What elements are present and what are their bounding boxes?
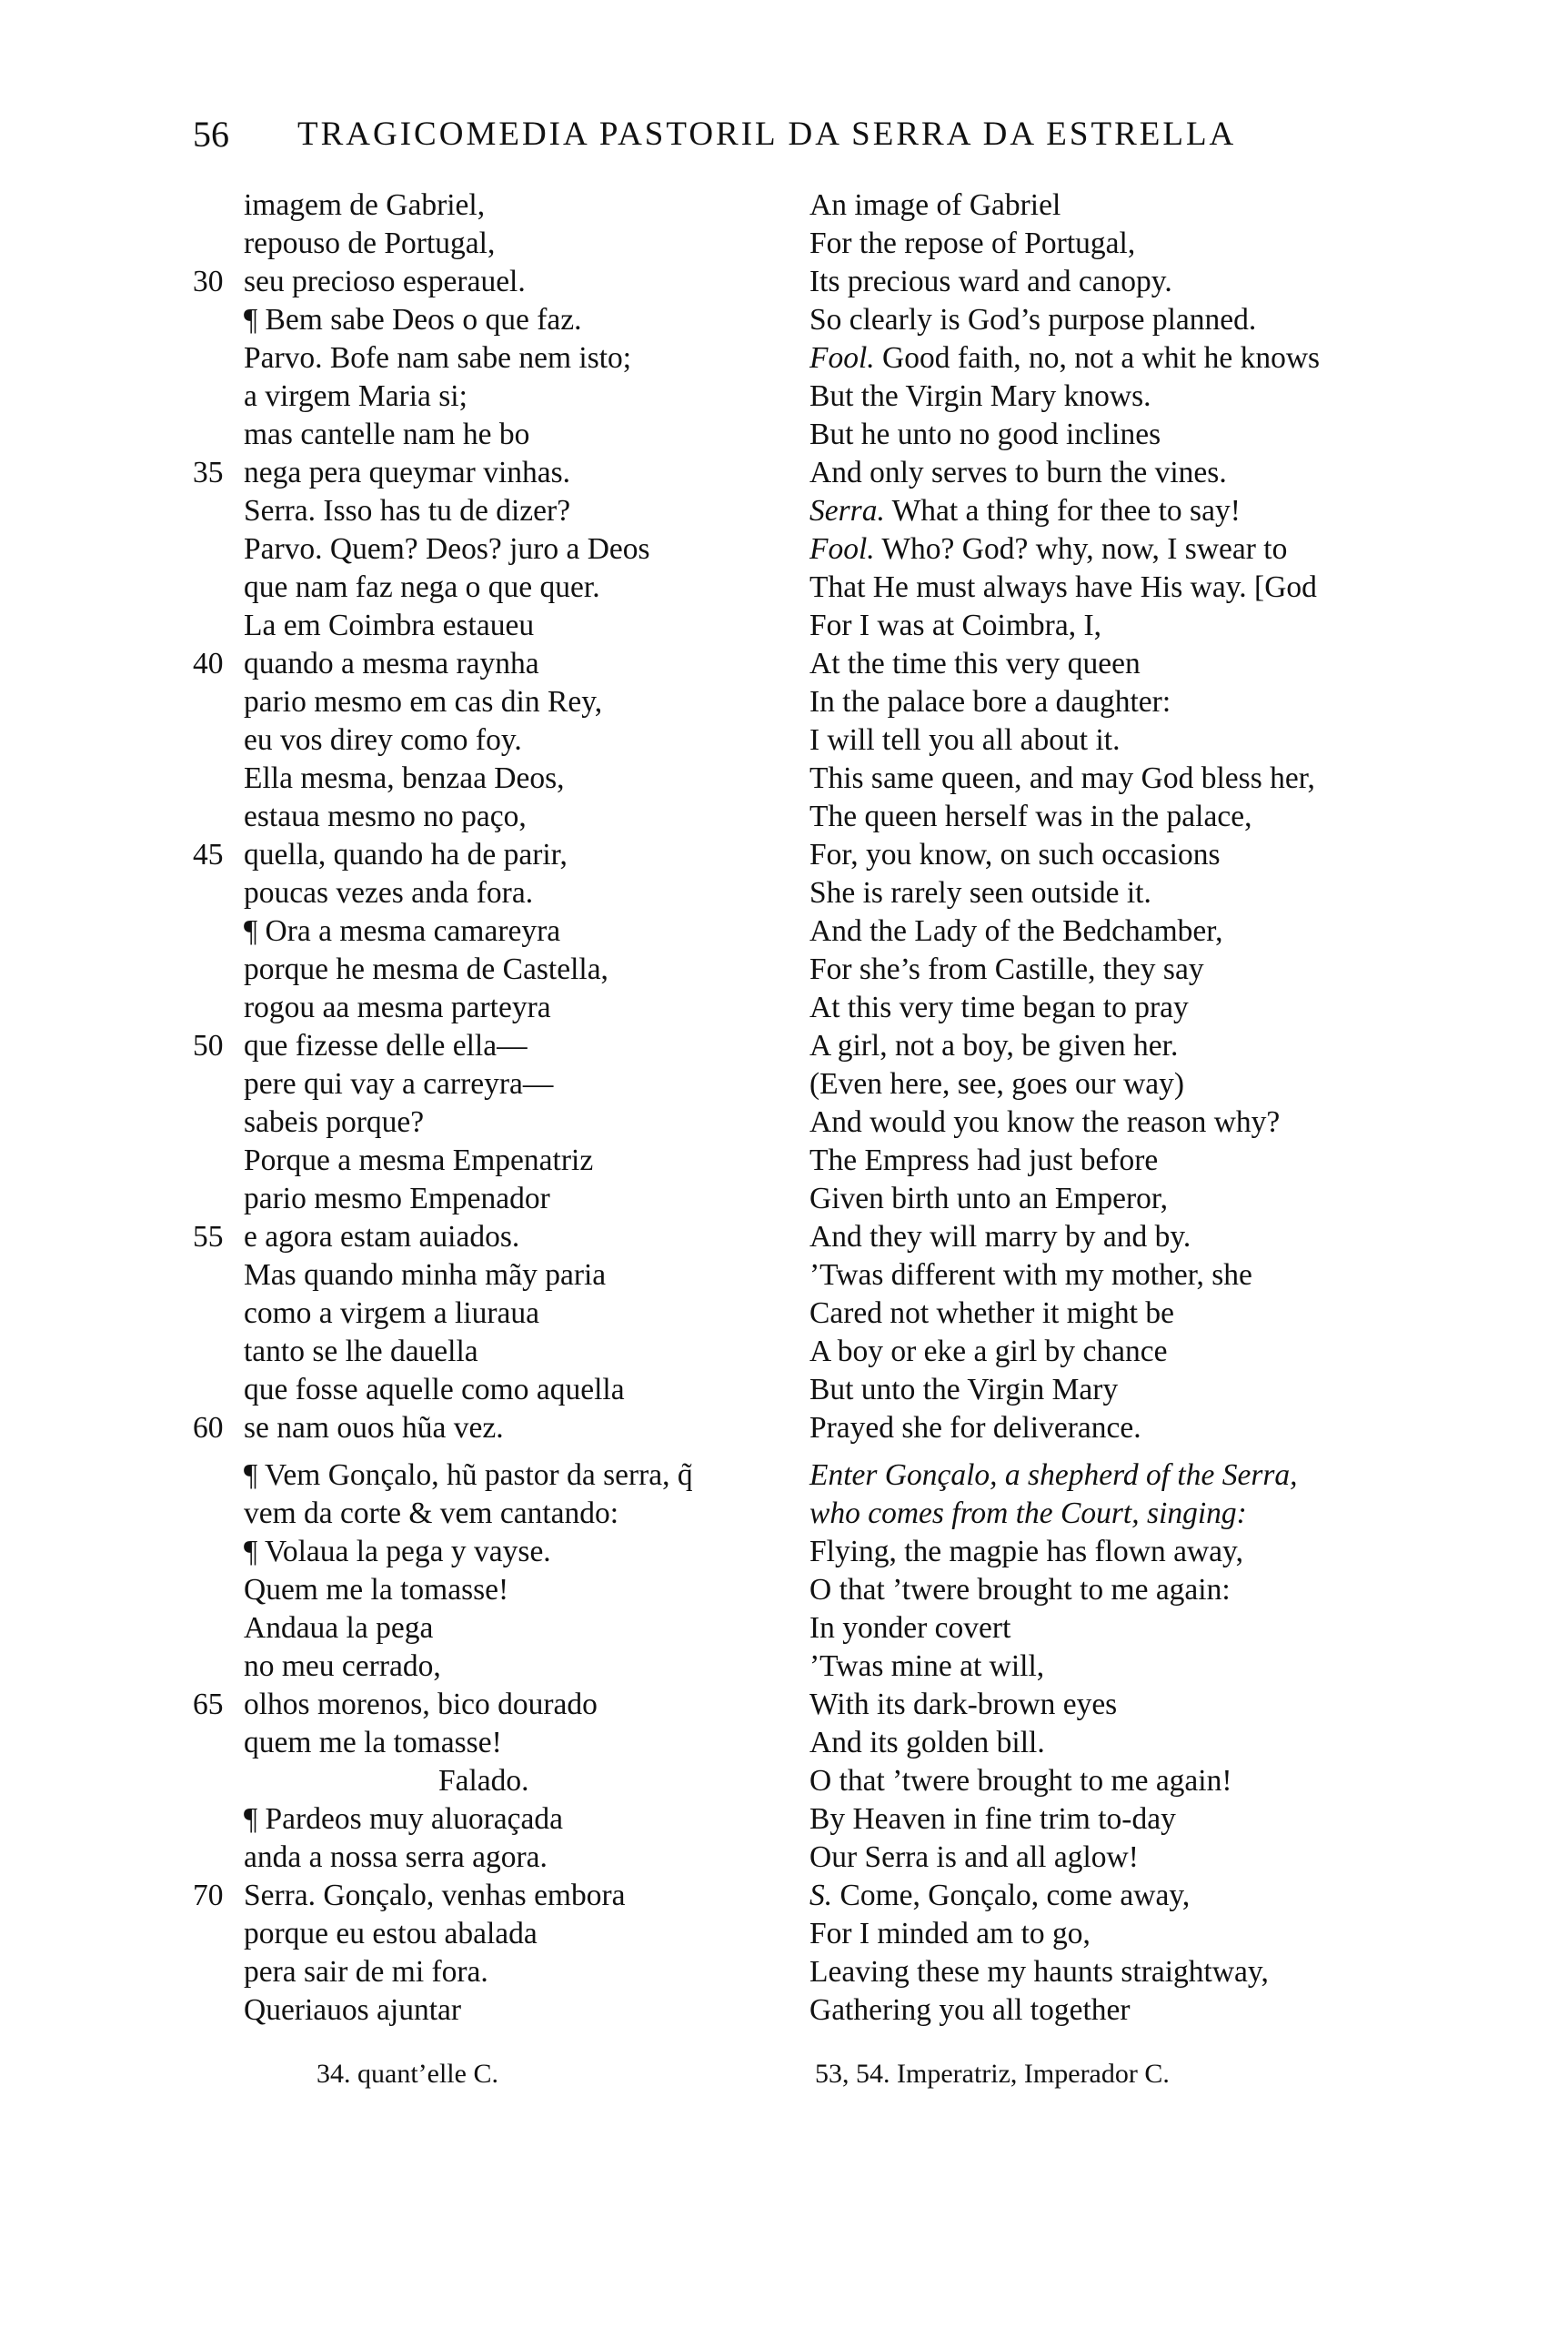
translation-line [809, 798, 1501, 836]
verse-line [193, 492, 775, 530]
verse-line [193, 1218, 775, 1256]
verse-text: a virgem Maria si; [244, 379, 467, 413]
line-number: 35 [193, 456, 224, 489]
translation-text: In the palace bore a daughter: [809, 685, 1171, 719]
line-number: 45 [193, 838, 224, 872]
translation-line [809, 1839, 1501, 1877]
translation-line [809, 1409, 1501, 1447]
verse-text: repouso de Portugal, [244, 227, 496, 260]
verse-line [193, 1953, 775, 1991]
translation-line [809, 1915, 1501, 1953]
verse-text: ¶ Ora a mesma camareyra [244, 914, 561, 948]
translation-text: Our Serra is and all aglow! [809, 1840, 1139, 1874]
verse-text: como a virgem a liuraua [244, 1296, 539, 1330]
verse-line [193, 874, 775, 912]
translation-line [809, 1104, 1501, 1142]
translation-text: I will tell you all about it. [809, 723, 1121, 757]
translation-line [809, 1762, 1501, 1800]
translation-text: A boy or eke a girl by chance [809, 1335, 1168, 1368]
translation-line [809, 378, 1501, 416]
translation-text: But unto the Virgin Mary [809, 1373, 1119, 1406]
translation-line [809, 1218, 1501, 1256]
verse-line [193, 798, 775, 836]
verse-text: ¶ Pardeos muy aluoraçada [244, 1802, 563, 1836]
verse-text: pera sair de mi fora. [244, 1955, 488, 1989]
verse-line [193, 1571, 775, 1609]
verse-line [193, 1027, 775, 1065]
translation-text: This same queen, and may God bless her, [809, 761, 1315, 795]
verse-text: Ella mesma, benzaa Deos, [244, 761, 565, 795]
translation-line [809, 1533, 1501, 1571]
translation-line [809, 301, 1501, 339]
translation-text: Its precious ward and canopy. [809, 265, 1172, 298]
translation-text: With its dark-brown eyes [809, 1688, 1118, 1721]
translation-text: Serra. What a thing for thee to say! [809, 494, 1241, 528]
translation-text: Fool. Who? God? why, now, I swear to [809, 532, 1288, 566]
translation-line [809, 454, 1501, 492]
translation-line [809, 1180, 1501, 1218]
translation-text: The queen herself was in the palace, [809, 800, 1252, 833]
verse-line [193, 1333, 775, 1371]
translation-line [809, 1953, 1501, 1991]
verse-text: porque eu estou abalada [244, 1917, 538, 1950]
verse-text: ¶ Bem sabe Deos o que faz. [244, 303, 582, 337]
verse-text: que fosse aquelle como aquella [244, 1373, 625, 1406]
line-number: 30 [193, 265, 224, 298]
translation-line [809, 492, 1501, 530]
translation-text: And its golden bill. [809, 1726, 1045, 1759]
translation-text: For I was at Coimbra, I, [809, 609, 1101, 642]
translation-text: O that ’twere brought to me again! [809, 1764, 1232, 1798]
translation-text: Given birth unto an Emperor, [809, 1182, 1169, 1215]
verse-line [193, 1877, 775, 1915]
verse-text: olhos morenos, bico dourado [244, 1688, 598, 1721]
translation-text: Prayed she for deliverance. [809, 1411, 1141, 1445]
verse-text: pario mesmo em cas din Rey, [244, 685, 603, 719]
translation-line [809, 1371, 1501, 1409]
verse-line [193, 1371, 775, 1409]
translation-text: At the time this very queen [809, 647, 1141, 680]
translation-text: Fool. Good faith, no, not a whit he knows [809, 341, 1321, 375]
verse-line [193, 1533, 775, 1571]
verse-line [193, 607, 775, 645]
translation-text: And the Lady of the Bedchamber, [809, 914, 1223, 948]
translation-line [809, 1800, 1501, 1839]
verse-line [193, 1456, 775, 1495]
translation-text: Leaving these my haunts straightway, [809, 1955, 1269, 1989]
translation-text: And they will marry by and by. [809, 1220, 1191, 1254]
line-number: 60 [193, 1411, 224, 1445]
translation-text: Gathering you all together [809, 1993, 1131, 2027]
translation-line [809, 1027, 1501, 1065]
verse-text: Andaua la pega [244, 1611, 434, 1645]
verse-line [193, 1104, 775, 1142]
translation-text: ’Twas different with my mother, she [809, 1258, 1252, 1292]
verse-text: no meu cerrado, [244, 1649, 441, 1683]
verse-text: sabeis porque? [244, 1105, 425, 1139]
verse-text: Serra. Gonçalo, venhas embora [244, 1879, 626, 1912]
verse-text: Quem me la tomasse! [244, 1573, 509, 1607]
verse-line [193, 645, 775, 683]
verse-line [193, 1686, 775, 1724]
translation-text: S. Come, Gonçalo, come away, [809, 1879, 1191, 1912]
verse-line [193, 760, 775, 798]
verse-text: quem me la tomasse! [244, 1726, 502, 1759]
translation-line [809, 760, 1501, 798]
translation-text: For I minded am to go, [809, 1917, 1091, 1950]
translation-line [809, 1256, 1501, 1295]
translation-text: But he unto no good inclines [809, 418, 1161, 451]
translation-line [809, 1877, 1501, 1915]
verse-line [193, 225, 775, 263]
translation-text: By Heaven in fine trim to-day [809, 1802, 1176, 1836]
translation-text: That He must always have His way. [God [809, 570, 1317, 604]
verse-line [193, 301, 775, 339]
translation-line [809, 607, 1501, 645]
translation-line [809, 989, 1501, 1027]
verse-text: que nam faz nega o que quer. [244, 570, 600, 604]
verse-line [193, 1295, 775, 1333]
footnote-right: 53, 54. Imperatriz, Imperador C. [815, 2059, 1170, 2089]
verse-line [193, 1648, 775, 1686]
verse-line [193, 1724, 775, 1762]
verse-line [193, 721, 775, 760]
verse-line [193, 186, 775, 225]
verse-text: pario mesmo Empenador [244, 1182, 550, 1215]
translation-text: Cared not whether it might be [809, 1296, 1174, 1330]
verse-text: estaua mesmo no paço, [244, 800, 527, 833]
verse-text: Parvo. Bofe nam sabe nem isto; [244, 341, 632, 375]
verse-line [193, 339, 775, 378]
translation-line [809, 1495, 1501, 1533]
translation-text: At this very time began to pray [809, 991, 1189, 1024]
verse-line [193, 454, 775, 492]
portuguese-column [193, 186, 775, 2030]
translation-text: And would you know the reason why? [809, 1105, 1281, 1139]
translation-text: For, you know, on such occasions [809, 838, 1221, 872]
translation-text: But the Virgin Mary knows. [809, 379, 1151, 413]
translation-line [809, 1065, 1501, 1104]
translation-text: In yonder covert [809, 1611, 1011, 1645]
verse-text: Falado. [438, 1764, 529, 1798]
verse-text: imagem de Gabriel, [244, 188, 486, 222]
verse-line [193, 1839, 775, 1877]
verse-line [193, 530, 775, 569]
translation-line [809, 1333, 1501, 1371]
english-column [809, 186, 1501, 2030]
verse-text: Porque a mesma Empenatriz [244, 1144, 594, 1177]
verse-text: rogou aa mesma parteyra [244, 991, 551, 1024]
translation-line [809, 683, 1501, 721]
line-number: 70 [193, 1879, 224, 1912]
translation-line [809, 912, 1501, 951]
verse-text: quando a mesma raynha [244, 647, 539, 680]
translation-text: For the repose of Portugal, [809, 227, 1136, 260]
verse-text: tanto se lhe dauella [244, 1335, 478, 1368]
translation-line [809, 721, 1501, 760]
translation-line [809, 1724, 1501, 1762]
verse-line [193, 1409, 775, 1447]
translation-text: Enter Gonçalo, a shepherd of the Serra, [809, 1458, 1298, 1492]
verse-line [193, 683, 775, 721]
translation-line [809, 1991, 1501, 2030]
translation-text: She is rarely seen outside it. [809, 876, 1151, 910]
verse-line [193, 378, 775, 416]
translation-text: The Empress had just before [809, 1144, 1159, 1177]
verse-text: ¶ Vem Gonçalo, hũ pastor da serra, q̃ [244, 1458, 693, 1492]
translation-line [809, 225, 1501, 263]
verse-text: se nam ouos hũa vez. [244, 1411, 504, 1445]
translation-text: who comes from the Court, singing: [809, 1497, 1247, 1530]
footnote-left: 34. quant’elle C. [317, 2059, 498, 2089]
translation-line [809, 186, 1501, 225]
verse-text: e agora estam auiados. [244, 1220, 520, 1254]
page-number: 56 [193, 114, 229, 155]
verse-text: Queriauos ajuntar [244, 1993, 462, 2027]
verse-line [193, 416, 775, 454]
verse-line [193, 1065, 775, 1104]
translation-line [809, 416, 1501, 454]
running-title: TRAGICOMEDIA PASTORIL DA SERRA DA ESTRELLA [297, 116, 1237, 153]
translation-line [809, 1142, 1501, 1180]
verse-text: poucas vezes anda fora. [244, 876, 534, 910]
verse-text: seu precioso esperauel. [244, 265, 526, 298]
verse-line [193, 1180, 775, 1218]
verse-text: que fizesse delle ella— [244, 1029, 528, 1063]
line-number: 65 [193, 1688, 224, 1721]
translation-text: (Even here, see, goes our way) [809, 1067, 1185, 1101]
running-header [193, 107, 1375, 162]
verse-line [193, 1256, 775, 1295]
translation-line [809, 874, 1501, 912]
verse-text: eu vos direy como foy. [244, 723, 522, 757]
translation-text: And only serves to burn the vines. [809, 456, 1227, 489]
translation-line [809, 1686, 1501, 1724]
verse-line [193, 912, 775, 951]
translation-text: So clearly is God’s purpose planned. [809, 303, 1257, 337]
translation-line [809, 1456, 1501, 1495]
line-number: 55 [193, 1220, 224, 1254]
verse-text: pere qui vay a carreyra— [244, 1067, 554, 1101]
translation-text: For she’s from Castille, they say [809, 952, 1204, 986]
translation-text: ’Twas mine at will, [809, 1649, 1045, 1683]
translation-line [809, 836, 1501, 874]
verse-line [193, 951, 775, 989]
translation-text: An image of Gabriel [809, 188, 1061, 222]
verse-line [193, 263, 775, 301]
verse-line [193, 989, 775, 1027]
verse-text: quella, quando ha de parir, [244, 838, 568, 872]
translation-line [809, 1295, 1501, 1333]
translation-line [809, 1648, 1501, 1686]
verse-line [193, 1495, 775, 1533]
verse-text: Serra. Isso has tu de dizer? [244, 494, 571, 528]
translation-line [809, 339, 1501, 378]
verse-text: ¶ Volaua la pega y vayse. [244, 1535, 551, 1568]
verse-line [193, 569, 775, 607]
verse-line [193, 836, 775, 874]
verse-line [193, 1762, 775, 1800]
translation-line [809, 951, 1501, 989]
translation-line [809, 645, 1501, 683]
translation-text: A girl, not a boy, be given her. [809, 1029, 1179, 1063]
verse-text: nega pera queymar vinhas. [244, 456, 571, 489]
translation-line [809, 1571, 1501, 1609]
verse-text: vem da corte & vem cantando: [244, 1497, 619, 1530]
verse-line [193, 1142, 775, 1180]
translation-line [809, 263, 1501, 301]
translation-text: Flying, the magpie has flown away, [809, 1535, 1243, 1568]
verse-line [193, 1609, 775, 1648]
verse-line [193, 1800, 775, 1839]
verse-text: Mas quando minha mãy paria [244, 1258, 607, 1292]
translation-text: O that ’twere brought to me again: [809, 1573, 1231, 1607]
verse-text: anda a nossa serra agora. [244, 1840, 548, 1874]
verse-text: porque he mesma de Castella, [244, 952, 608, 986]
verse-line [193, 1991, 775, 2030]
verse-line [193, 1915, 775, 1953]
verse-text: La em Coimbra estaueu [244, 609, 535, 642]
translation-line [809, 530, 1501, 569]
verse-text: Parvo. Quem? Deos? juro a Deos [244, 532, 650, 566]
line-number: 40 [193, 647, 224, 680]
line-number: 50 [193, 1029, 224, 1063]
translation-line [809, 569, 1501, 607]
translation-line [809, 1609, 1501, 1648]
verse-text: mas cantelle nam he bo [244, 418, 530, 451]
